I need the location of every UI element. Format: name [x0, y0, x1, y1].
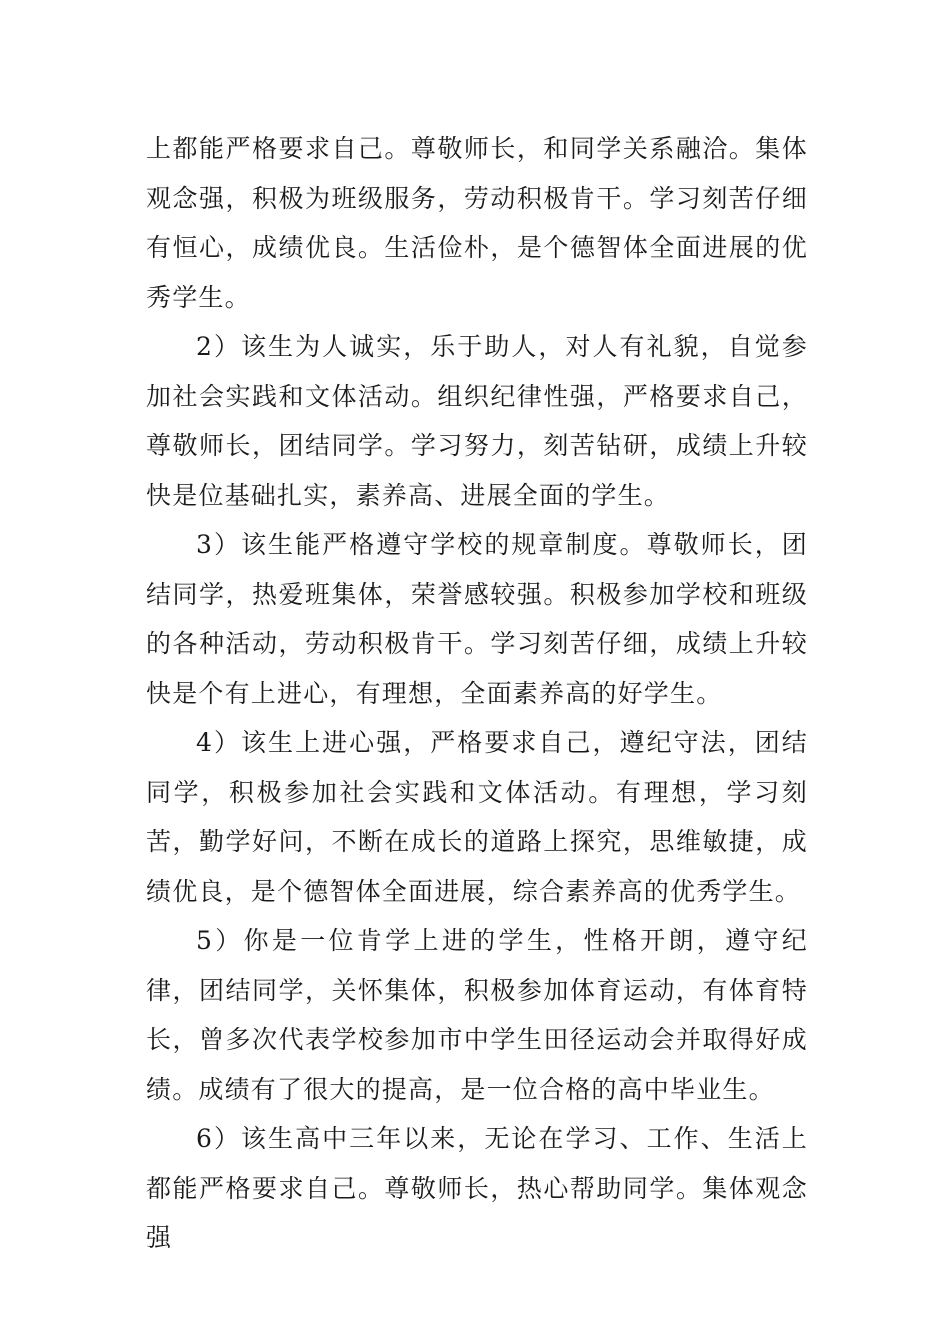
paragraph-item-5: 5）你是一位肯学上进的学生，性格开朗，遵守纪律，团结同学，关怀集体，积极参加体育运动，有体育特长，曾多次代表学校参加市中学生田径运动会并取得好成绩。成绩有了很大的提高，是一位合格的高中毕业生。	[146, 926, 808, 1104]
paragraph-item-6: 6）该生高中三年以来，无论在学习、工作、生活上都能严格要求自己。尊敬师长，热心帮助同学。集体观念强	[146, 1124, 808, 1252]
paragraph-continuation: 上都能严格要求自己。尊敬师长，和同学关系融洽。集体观念强，积极为班级服务，劳动积极肯干。学习刻苦仔细有恒心，成绩优良。生活俭朴，是个德智体全面进展的优秀学生。	[146, 134, 808, 312]
document-body	[146, 124, 808, 1263]
paragraph-item-2: 2）该生为人诚实，乐于助人，对人有礼貌，自觉参加社会实践和文体活动。组织纪律性强，严格要求自己，尊敬师长，团结同学。学习努力，刻苦钻研，成绩上升较快是位基础扎实，素养高、进展全面的学生。	[146, 332, 808, 510]
paragraph-item-3: 3）该生能严格遵守学校的规章制度。尊敬师长，团结同学，热爱班集体，荣誉感较强。积极参加学校和班级的各种活动，劳动积极肯干。学习刻苦仔细，成绩上升较快是个有上进心，有理想，全面素养高的好学生。	[146, 530, 808, 708]
paragraph-item-4: 4）该生上进心强，严格要求自己，遵纪守法，团结同学，积极参加社会实践和文体活动。有理想，学习刻苦，勤学好问，不断在成长的道路上探究，思维敏捷，成绩优良，是个德智体全面进展，综合素养高的优秀学生。	[146, 728, 808, 906]
